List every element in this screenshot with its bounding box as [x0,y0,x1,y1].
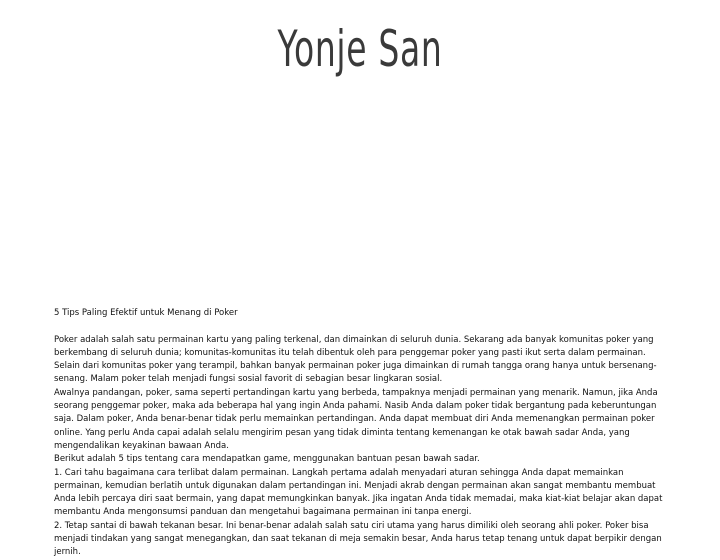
article-paragraph: Awalnya pandangan, poker, sama seperti pertandingan kartu yang berbeda, tampaknya menjadi permainan yang menarik. Namun, jika Anda seorang penggemar poker, maka ada beberapa hal yang ingin Anda pahami. Nasib Anda dalam poker tidak bergantung pada keberuntungan saja. Dalam poker, Anda benar-benar tidak perlu memainkan pertandingan. Anda dapat membuat diri Anda memenangkan permainan poker online. Yang perlu Anda capai adalah selalu mengirim pesan yang tidak diminta tentang kemenangan ke otak bawah sadar Anda, yang mengendalikan keyakinan bawaan Anda. [54,387,658,451]
article-paragraph: Poker adalah salah satu permainan kartu yang paling terkenal, dan dimainkan di seluruh dunia. Sekarang ada banyak komunitas poker yang berkembang di seluruh dunia; komunitas-komunitas itu telah dibentuk oleh para penggemar poker yang pasti ikut serta dalam permainan. Selain dari komunitas poker yang terampil, bahkan banyak permainan poker juga dimainkan di rumah tangga orang hanya untuk bersenang-senang. Malam poker telah menjadi fungsi sosial favorit di sebagian besar lingkaran sosial. [54,334,657,385]
article-paragraph: 2. Tetap santai di bawah tekanan besar. Ini benar-benar adalah salah satu ciri utama yang harus dimiliki oleh seorang ahli poker. Poker bisa menjadi tindakan yang sangat menegangkan, dan saat tekanan di meja semakin besar, Anda harus tetap tenang untuk dapat berpikir dengan jernih. [54,520,662,558]
article-body [54,307,674,560]
article-paragraph: Berikut adalah 5 tips tentang cara mendapatkan game, menggunakan bantuan pesan bawah sadar. [54,454,480,465]
article-paragraph: 1. Cari tahu bagaimana cara terlibat dalam permainan. Langkah pertama adalah menyadari aturan sehingga Anda dapat memainkan permainan, kemudian berlatih untuk digunakan dalam pertandingan ini. Menjadi akrab dengan permainan akan sangat membantu membuat Anda lebih percaya diri saat bermain, yang dapat memungkinkan banyak. Jika ingatan Anda tidak memadai, maka kiat-kiat belajar akan dapat membantu Anda mengonsumsi panduan dan mengetahui bagaimana permainan ini tanpa energi. [54,467,663,518]
site-title[interactable]: Yonje San [277,20,443,78]
article-title: 5 Tips Paling Efektif untuk Menang di Poker [54,308,238,318]
